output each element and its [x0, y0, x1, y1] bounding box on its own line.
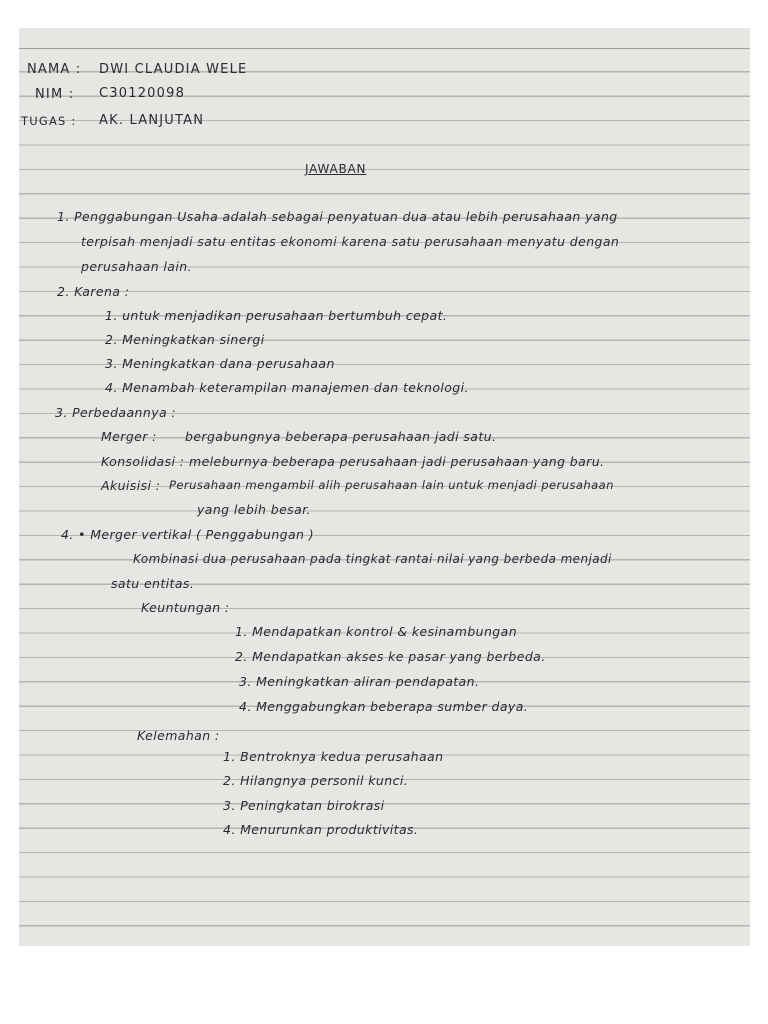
keuntungan-label: Keuntungan : — [141, 600, 230, 615]
kelemahan-item: 4. Menurunkan produktivitas. — [223, 822, 419, 837]
keuntungan-item: 2. Mendapatkan akses ke pasar yang berbeda. — [235, 649, 546, 664]
tugas-value: AK. LANJUTAN — [99, 113, 205, 128]
nim-value: C30120098 — [99, 86, 186, 101]
definition-akuisisi-continuation: yang lebih besar. — [197, 502, 311, 517]
answer-1-line-1: 1. Penggabungan Usaha adalah sebagai penyatuan dua atau lebih perusahaan yang — [57, 209, 618, 224]
answer-2-heading: 2. Karena : — [57, 284, 130, 299]
answer-4-heading: 4. • Merger vertikal ( Penggabungan ) — [61, 527, 315, 542]
kelemahan-item: 2. Hilangnya personil kunci. — [223, 773, 409, 788]
answer-2-item: 3. Meningkatkan dana perusahaan — [105, 356, 335, 371]
answer-4-description-line-1: Kombinasi dua perusahaan pada tingkat rantai nilai yang berbeda menjadi — [133, 552, 612, 566]
keuntungan-item: 4. Menggabungkan beberapa sumber daya. — [239, 699, 529, 714]
keuntungan-item: 3. Meningkatkan aliran pendapatan. — [239, 674, 480, 689]
notebook-page — [19, 28, 750, 946]
answer-1-line-3: perusahaan lain. — [81, 259, 192, 274]
nama-value: DWI CLAUDIA WELE — [99, 62, 248, 77]
answer-2-item: 2. Meningkatkan sinergi — [105, 332, 265, 347]
definition-konsolidasi: meleburnya beberapa perusahaan jadi perusahaan yang baru. — [189, 454, 605, 469]
term-akuisisi: Akuisisi : — [101, 478, 161, 493]
keuntungan-item: 1. Mendapatkan kontrol & kesinambungan — [235, 624, 518, 639]
nim-label: NIM : — [35, 87, 75, 102]
kelemahan-label: Kelemahan : — [137, 728, 220, 743]
nama-label: NAMA : — [27, 62, 82, 77]
answer-3-heading: 3. Perbedaannya : — [55, 405, 177, 420]
kelemahan-item: 1. Bentroknya kedua perusahaan — [223, 749, 444, 764]
term-konsolidasi: Konsolidasi : — [101, 454, 185, 469]
page-title: JAWABAN — [305, 162, 367, 176]
term-merger: Merger : — [101, 429, 157, 444]
answer-2-item: 1. untuk menjadikan perusahaan bertumbuh cepat. — [105, 308, 448, 323]
definition-akuisisi: Perusahaan mengambil alih perusahaan lain untuk menjadi perusahaan — [169, 478, 614, 492]
kelemahan-item: 3. Peningkatan birokrasi — [223, 798, 385, 813]
answer-2-item: 4. Menambah keterampilan manajemen dan teknologi. — [105, 380, 469, 395]
answer-4-description-line-2: satu entitas. — [111, 576, 195, 591]
answer-1-line-2: terpisah menjadi satu entitas ekonomi karena satu perusahaan menyatu dengan — [81, 234, 620, 249]
tugas-label: TUGAS : — [21, 114, 77, 128]
definition-merger: bergabungnya beberapa perusahaan jadi satu. — [185, 429, 497, 444]
